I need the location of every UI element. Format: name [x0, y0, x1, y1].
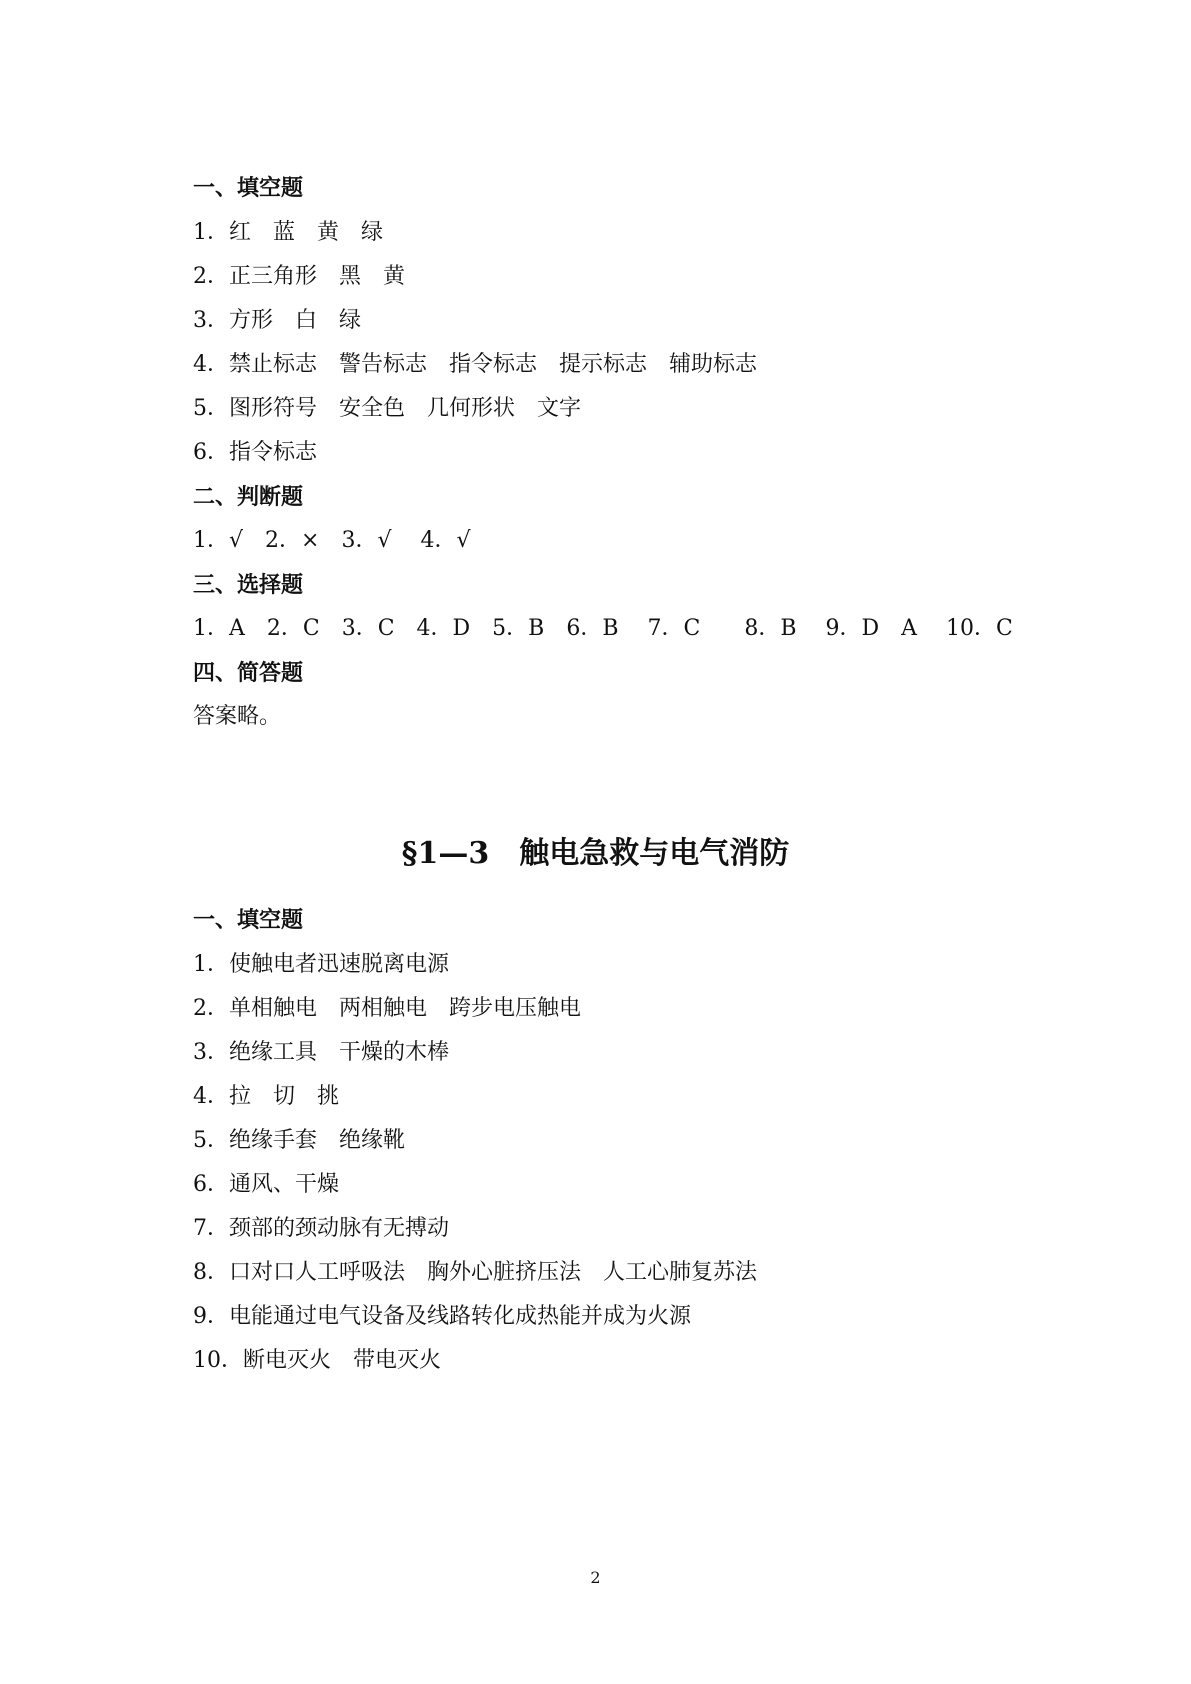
section-b-fill-item-6: 6．通风、干燥 — [193, 1172, 339, 1197]
section-a-fill-heading: 一、填空题 — [193, 175, 304, 201]
section-a-judge-answers: 1．√ 2．× 3．√ 4．√ — [193, 528, 471, 553]
section-a-short-heading: 四、简答题 — [193, 660, 304, 686]
section-b-fill-heading: 一、填空题 — [193, 907, 304, 933]
section-a-fill-item-3: 3．方形 白 绿 — [193, 308, 361, 333]
section-b-fill-item-1: 1．使触电者迅速脱离电源 — [193, 952, 449, 977]
section-a-fill-item-2: 2．正三角形 黑 黄 — [193, 264, 405, 289]
section-a-judge-heading: 二、判断题 — [193, 484, 304, 510]
section-b-fill-item-4: 4．拉 切 挑 — [193, 1084, 339, 1109]
section-b-title: §1—3 触电急救与电气消防 — [401, 836, 790, 871]
section-b-fill-item-10: 10．断电灭火 带电灭火 — [193, 1348, 441, 1373]
section-a-choice-heading: 三、选择题 — [193, 572, 304, 598]
section-b-fill-item-7: 7．颈部的颈动脉有无搏动 — [193, 1216, 449, 1241]
section-a-fill-item-1: 1．红 蓝 黄 绿 — [193, 220, 383, 245]
section-b-fill-item-2: 2．单相触电 两相触电 跨步电压触电 — [193, 996, 581, 1021]
section-a-fill-item-6: 6．指令标志 — [193, 440, 317, 465]
page-number: 2 — [590, 1568, 601, 1587]
section-b-fill-item-3: 3．绝缘工具 干燥的木棒 — [193, 1040, 449, 1065]
section-a-choice-answers: 1．A 2．C 3．C 4．D 5．B 6．B 7．C 8．B 9．D A 10．C — [193, 616, 1013, 641]
section-b-fill-item-5: 5．绝缘手套 绝缘靴 — [193, 1128, 405, 1153]
section-b-fill-item-9: 9．电能通过电气设备及线路转化成热能并成为火源 — [193, 1304, 691, 1329]
section-a-short-answer: 答案略。 — [193, 704, 282, 729]
section-a-fill-item-5: 5．图形符号 安全色 几何形状 文字 — [193, 396, 581, 421]
section-a-fill-item-4: 4．禁止标志 警告标志 指令标志 提示标志 辅助标志 — [193, 352, 757, 377]
section-b-fill-item-8: 8．口对口人工呼吸法 胸外心脏挤压法 人工心肺复苏法 — [193, 1260, 757, 1285]
